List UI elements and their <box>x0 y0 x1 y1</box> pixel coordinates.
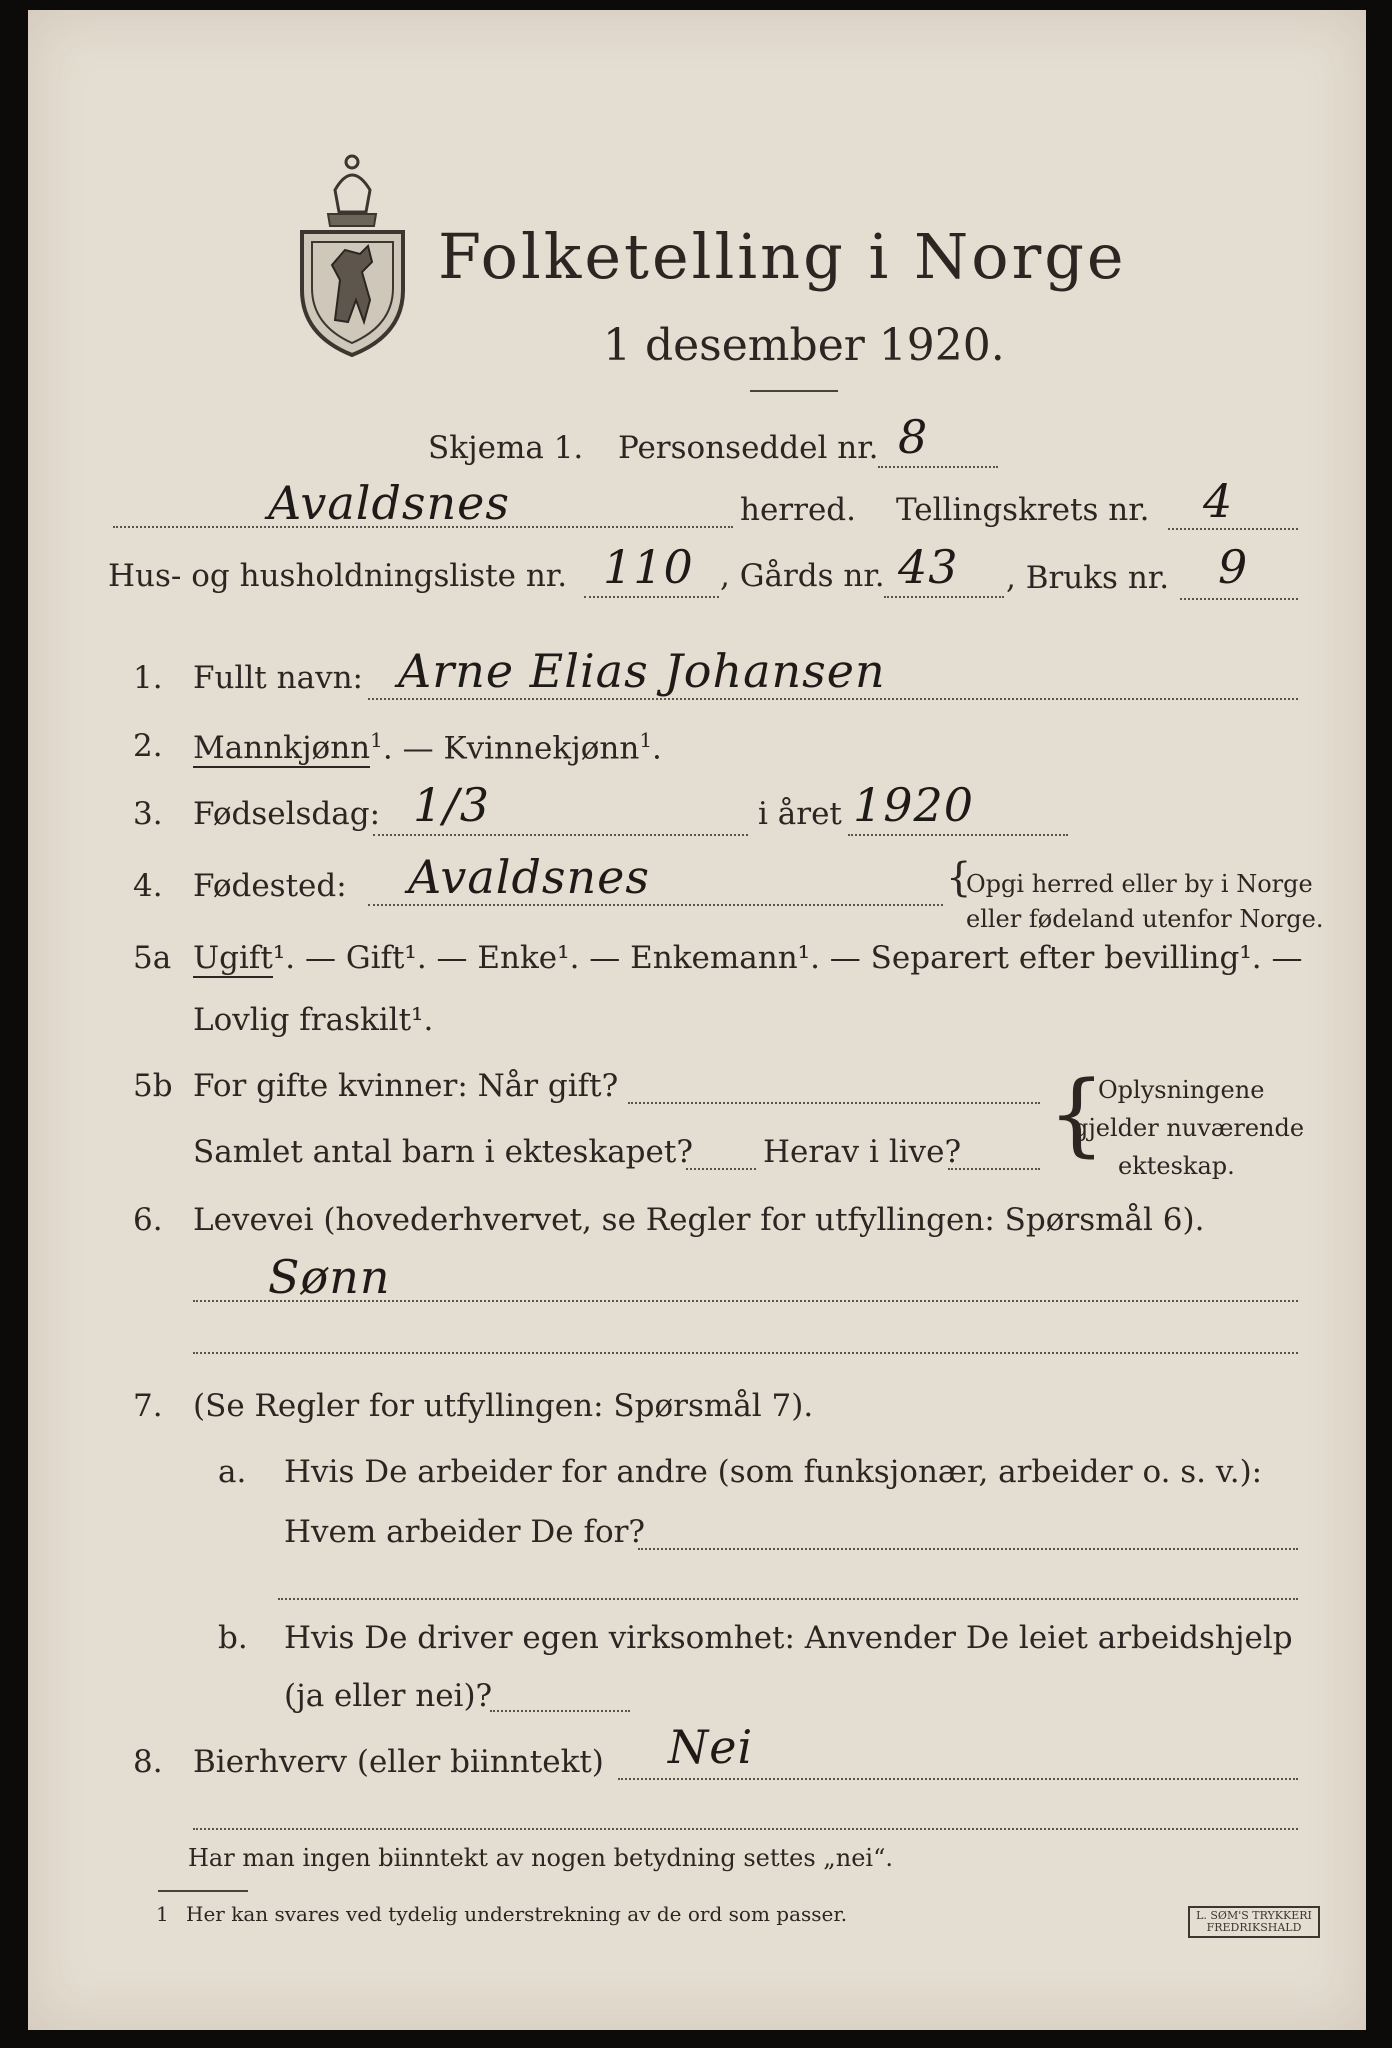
q5a-number: 5a <box>133 940 172 976</box>
q5b-number: 5b <box>133 1068 173 1104</box>
q7b-label-2: (ja eller nei)? <box>284 1678 493 1714</box>
birthdate-value: 1/3 <box>413 778 491 832</box>
marriage-note-1: Oplysningene <box>1098 1076 1265 1104</box>
husliste-label: Hus- og husholdningsliste nr. <box>108 558 568 594</box>
coat-of-arms-icon <box>290 150 415 360</box>
birth-year-value: 1920 <box>853 778 975 832</box>
census-date: 1 desember 1920. <box>603 320 1005 371</box>
herred-label: herred. <box>740 492 856 528</box>
q1-number: 1. <box>133 660 163 696</box>
occupation-value: Sønn <box>268 1250 391 1304</box>
gaards-label: , Gårds nr. <box>720 558 885 594</box>
q7b-letter: b. <box>218 1620 248 1656</box>
birthplace-value: Avaldsnes <box>408 850 650 904</box>
q1-label: Fullt navn: <box>193 660 363 696</box>
q7-label: (Se Regler for utfyllingen: Spørsmål 7). <box>193 1388 814 1424</box>
marital-unmarried-option: Ugift <box>193 940 273 976</box>
bruks-value: 9 <box>1218 540 1249 594</box>
q3-label: Fødselsdag: <box>193 796 381 832</box>
census-form: Folketelling i Norge 1 desember 1920. Skjema 1. Personseddel nr. 8 Avaldsnes herred. Tellingskrets nr. 4 Hus- og husholdningsliste nr. 110 , Gårds nr. 43 , Bruks nr. 9 1. Fullt navn: Arne Elias Johansen 2. Mannkjønn$^1$. — Kvinnekjønn$^1$. 3. Fødselsdag: 1/3 i året 1920 4. Fødested: Avaldsnes { Opgi herred eller by i Norge eller fødeland utenfor Norge. 5a Ugift¹. — Gift¹. — Enke¹. — Enkemann¹. — Separert efter bevilling¹. — Lovlig fraskilt¹. 5b For gifte kvinner: Når gift? Samlet antal barn i ekteskapet? Herav i live? { Oplysningene gjelder nuværende ekteskap. 6. Levevei (hovederhvervet, se Regler for utfyllingen: Spørsmål 6). Sønn 7. (Se Regler for utfyllingen: Spørsmål 7). a. Hvis De arbeider for andre (som funksjonær, arbeider o. s. v.): Hvem arbeider De for? b. Hvis De driver egen virksomhet: Anvender De leiet arbeidshjelp (ja eller nei)? 8. Bierhverv (eller biinntekt) Nei Har man ingen biinntekt av nogen betydning settes „nei“. 1 Her kan svares ved tydelig understrekning av de ord som passer. L. SØM'S TRYKKERI FREDRIKSHALD <box>28 10 1366 2030</box>
marriage-note-2: gjelder nuværende <box>1073 1114 1305 1142</box>
side-income-value: Nei <box>668 1720 754 1774</box>
gaards-value: 43 <box>898 540 959 594</box>
q7b-label-1: Hvis De driver egen virksomhet: Anvender De leiet arbeidshjelp <box>284 1620 1293 1656</box>
marital-divorced-option: Lovlig fraskilt¹. <box>193 1002 434 1038</box>
personseddel-value: 8 <box>898 410 929 464</box>
full-name-value: Arne Elias Johansen <box>398 644 886 698</box>
q6-number: 6. <box>133 1202 163 1238</box>
personseddel-label: Personseddel nr. <box>618 430 879 466</box>
q5b-married-when-label: For gifte kvinner: Når gift? <box>193 1068 619 1104</box>
printer-stamp: L. SØM'S TRYKKERI FREDRIKSHALD <box>1188 1906 1320 1938</box>
birthplace-note-1: Opgi herred eller by i Norge <box>966 870 1313 898</box>
gender-options: Mannkjønn$^1$. — Kvinnekjønn$^1$. <box>193 728 662 767</box>
q7-number: 7. <box>133 1388 163 1424</box>
q7a-label-2: Hvem arbeider De for? <box>284 1514 646 1550</box>
bruks-label: , Bruks nr. <box>1006 560 1170 596</box>
gender-female-option: Kvinnekjønn <box>443 730 640 767</box>
q2-number: 2. <box>133 728 163 764</box>
birth-year-label: i året <box>758 796 842 832</box>
q6-label: Levevei (hovederhvervet, se Regler for utfyllingen: Spørsmål 6). <box>193 1202 1205 1238</box>
footnote-number: 1 <box>156 1902 169 1926</box>
q5b-alive-label: Herav i live? <box>763 1134 962 1170</box>
husliste-value: 110 <box>603 540 694 594</box>
q7a-label-1: Hvis De arbeider for andre (som funksjonær, arbeider o. s. v.): <box>284 1454 1263 1490</box>
tellingskrets-label: Tellingskrets nr. <box>896 492 1150 528</box>
form-title: Folketelling i Norge <box>438 220 1127 293</box>
marriage-note-3: ekteskap. <box>1118 1152 1235 1180</box>
q7a-letter: a. <box>218 1454 247 1490</box>
q3-number: 3. <box>133 796 163 832</box>
q8-label: Bierhverv (eller biinntekt) <box>193 1744 604 1780</box>
q5b-children-label: Samlet antal barn i ekteskapet? <box>193 1134 693 1170</box>
q4-number: 4. <box>133 868 163 904</box>
footnote-text: Her kan svares ved tydelig understrekning av de ord som passer. <box>186 1902 848 1926</box>
schema-label: Skjema 1. <box>428 430 584 466</box>
footer-note: Har man ingen biinntekt av nogen betydning settes „nei“. <box>188 1844 893 1872</box>
herred-value: Avaldsnes <box>268 476 510 530</box>
q8-number: 8. <box>133 1744 163 1780</box>
title-divider <box>750 390 838 392</box>
birthplace-note-2: eller fødeland utenfor Norge. <box>966 905 1324 933</box>
q4-label: Fødested: <box>193 868 347 904</box>
gender-male-option: Mannkjønn <box>193 730 371 767</box>
tellingskrets-value: 4 <box>1203 474 1234 528</box>
marital-status-options: Ugift¹. — Gift¹. — Enke¹. — Enkemann¹. — Separert efter bevilling¹. — <box>193 940 1303 976</box>
